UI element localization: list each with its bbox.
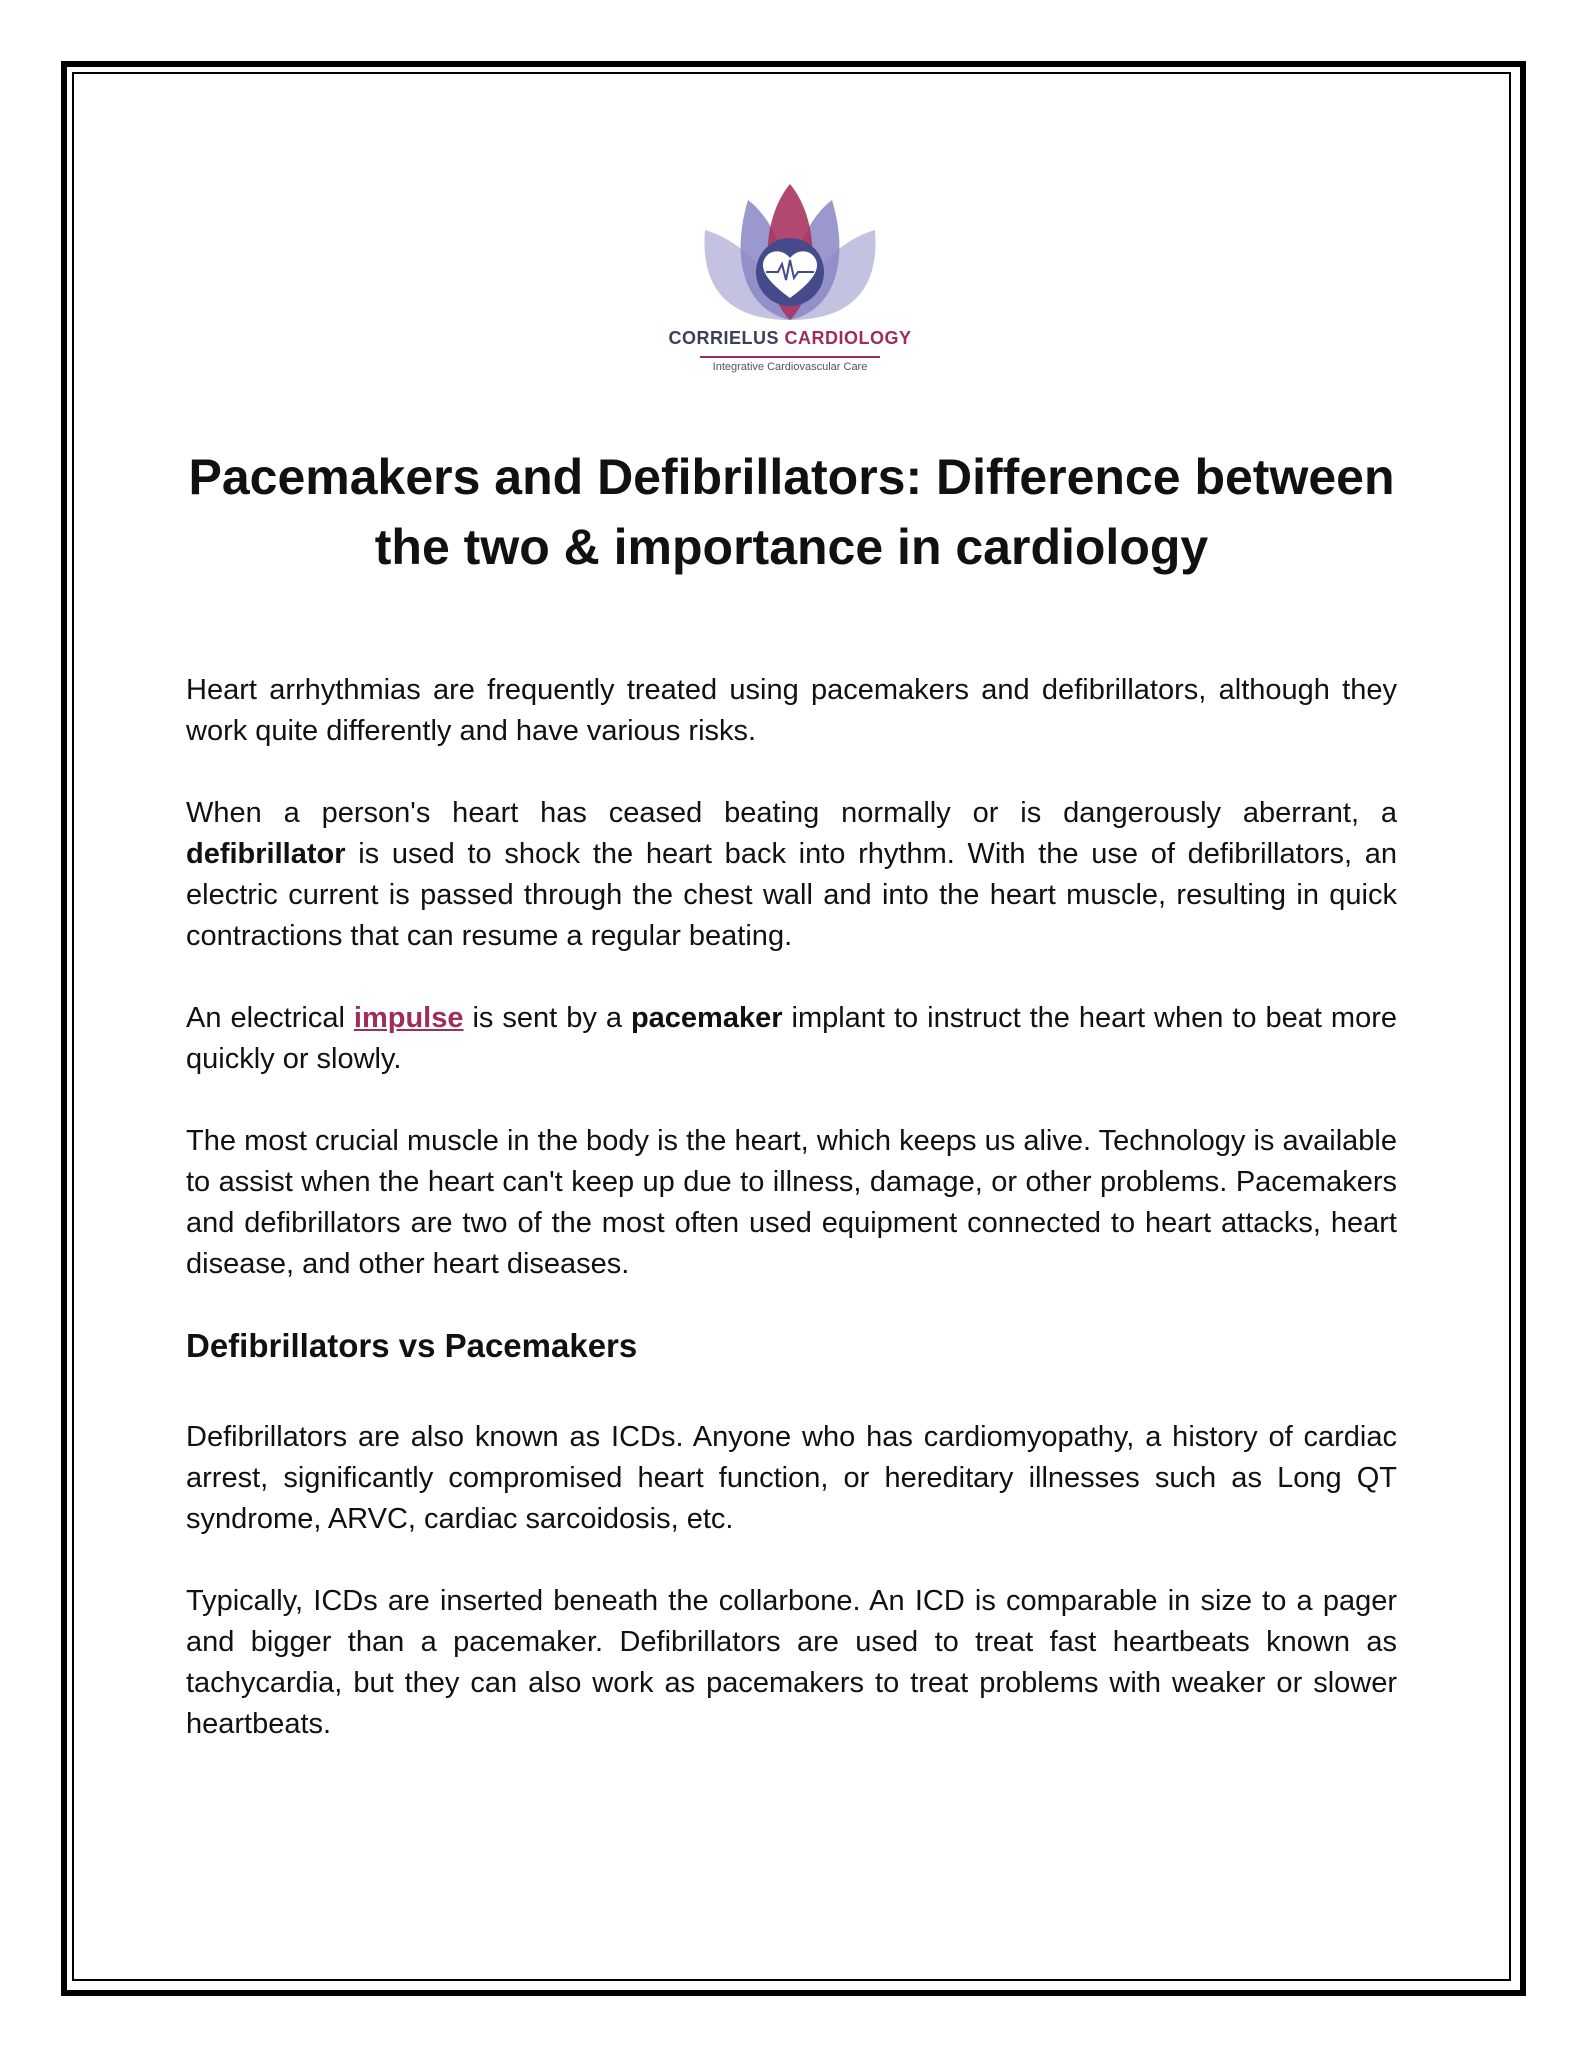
p2-intro-text: When a person's heart has ceased beating normally or is dangerously aberrant, a: [186, 797, 1397, 829]
logo-tagline: Integrative Cardiovascular Care: [712, 361, 868, 373]
section-heading-defibrillators-vs-pacemakers: Defibrillators vs Pacemakers: [186, 1327, 638, 1364]
paragraph-intro: Heart arrhythmias are frequently treated using pacemakers and defibrillators, although they work quite differently and have various risks.: [186, 674, 1397, 747]
logo-name-part2: CARDIOLOGY: [784, 328, 912, 348]
paragraph-pacemaker: [186, 998, 1397, 1080]
p3-intro-text: An electrical: [186, 1002, 354, 1034]
logo-underline: [700, 356, 880, 358]
logo-brand-name: [660, 328, 920, 349]
paragraph-heart-technology: The most crucial muscle in the body is the heart, which keeps us alive. Technology is available to assist when the heart can't keep up due to illness, damage, or other problems. Pacemakers and defibrillators are two of the most often used equipment connected to heart attacks, heart disease, and other heart diseases.: [186, 1125, 1397, 1280]
p3-rest-text: implant to instruct the heart when to beat more quickly or slowly.: [186, 1002, 1397, 1075]
document-title: Pacemakers and Defibrillators: Difference between the two & importance in cardiology: [188, 449, 1395, 575]
paragraph-defibrillator: [186, 793, 1397, 957]
paragraph-icds: Defibrillators are also known as ICDs. Anyone who has cardiomyopathy, a history of cardiac arrest, significantly compromised heart function, or hereditary illnesses such as Long QT syndrome, ARVC, cardiac sarcoidosis, etc.: [186, 1421, 1397, 1535]
paragraph-icd-placement: Typically, ICDs are inserted beneath the collarbone. An ICD is comparable in size to a pager and bigger than a pacemaker. Defibrillators are used to treat fast heartbeats known as tachycardia, but they can also work as pacemakers to treat problems with weaker or slower heartbeats.: [186, 1585, 1397, 1740]
logo-name-part1: CORRIELUS: [668, 328, 779, 348]
defibrillator-term: defibrillator: [186, 838, 346, 870]
p2-rest-text: is used to shock the heart back into rhythm. With the use of defibrillators, an electric current is passed through the chest wall and into the heart muscle, resulting in quick contractions that can resume a regular beating.: [186, 838, 1397, 952]
lotus-heart-icon: [660, 180, 920, 330]
p3-mid-text: is sent by a: [463, 1002, 631, 1034]
corrielus-logo: [660, 180, 920, 380]
impulse-link[interactable]: impulse: [353, 1002, 464, 1034]
pacemaker-term: pacemaker: [630, 1002, 783, 1034]
